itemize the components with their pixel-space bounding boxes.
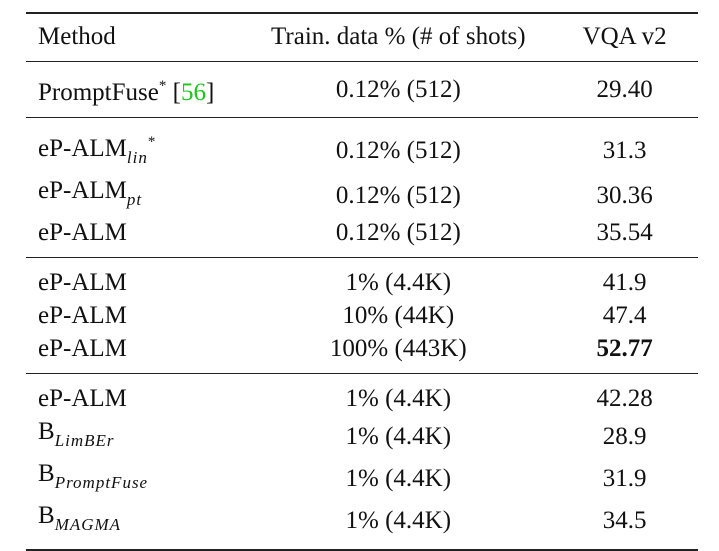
method-sup: * bbox=[147, 134, 156, 150]
table-row bbox=[26, 62, 698, 118]
citation-close: ] bbox=[205, 79, 215, 106]
method-sub: pt bbox=[126, 190, 143, 209]
vqa-cell: 30.36 bbox=[596, 181, 653, 209]
method-name: B bbox=[38, 418, 55, 445]
vqa-cell: 41.9 bbox=[602, 269, 647, 296]
citation-link[interactable]: 56 bbox=[180, 79, 206, 106]
table-row bbox=[26, 374, 698, 416]
train-cell: 0.12% (512) bbox=[335, 181, 461, 209]
table-row bbox=[26, 457, 698, 499]
vqa-cell: 28.9 bbox=[602, 422, 647, 450]
train-cell: 0.12% (512) bbox=[335, 136, 461, 164]
table-row bbox=[26, 118, 698, 175]
header-train-data: Train. data % (# of shots) bbox=[271, 23, 526, 50]
method-sub: lin bbox=[126, 148, 148, 167]
train-cell: 1% (4.4K) bbox=[345, 385, 452, 412]
table-row bbox=[26, 332, 698, 374]
vqa-cell: 29.40 bbox=[596, 76, 653, 103]
method-sup: * bbox=[158, 78, 167, 94]
method-cell bbox=[26, 499, 245, 550]
table-row bbox=[26, 415, 698, 457]
vqa-cell: 31.3 bbox=[602, 136, 647, 164]
vqa-cell: 31.9 bbox=[602, 464, 647, 492]
method-name: eP-ALM bbox=[38, 219, 127, 246]
train-cell: 0.12% (512) bbox=[335, 219, 461, 246]
header-method: Method bbox=[38, 23, 116, 50]
method-name: B bbox=[38, 502, 55, 529]
train-cell: 10% (44K) bbox=[342, 302, 455, 329]
citation-open: [ bbox=[172, 79, 181, 106]
table-header-row bbox=[26, 13, 698, 62]
header-vqa-v2: VQA v2 bbox=[582, 23, 667, 50]
method-name: eP-ALM bbox=[38, 302, 127, 329]
vqa-cell-best: 52.77 bbox=[596, 335, 653, 362]
method-cell bbox=[26, 258, 245, 300]
method-cell bbox=[26, 174, 245, 216]
method-name: PromptFuse bbox=[38, 79, 159, 106]
table-row bbox=[26, 499, 698, 550]
vqa-cell: 35.54 bbox=[596, 219, 653, 246]
train-cell: 1% (4.4K) bbox=[345, 506, 452, 534]
method-name: eP-ALM bbox=[38, 177, 127, 204]
method-name: eP-ALM bbox=[38, 269, 127, 296]
vqa-cell: 34.5 bbox=[602, 506, 647, 534]
method-sub: MAGMA bbox=[54, 515, 122, 534]
train-cell: 1% (4.4K) bbox=[345, 422, 452, 450]
method-cell bbox=[26, 332, 245, 374]
method-name: eP-ALM bbox=[38, 135, 127, 162]
method-cell bbox=[26, 118, 245, 175]
method-cell bbox=[26, 374, 245, 416]
method-cell bbox=[26, 457, 245, 499]
table-row bbox=[26, 216, 698, 258]
method-sub: LimBEr bbox=[54, 431, 115, 450]
method-name: eP-ALM bbox=[38, 335, 127, 362]
method-cell bbox=[26, 62, 245, 118]
method-name: B bbox=[38, 460, 55, 487]
method-cell bbox=[26, 415, 245, 457]
method-name: eP-ALM bbox=[38, 385, 127, 412]
train-cell: 100% (443K) bbox=[329, 335, 467, 362]
train-cell: 1% (4.4K) bbox=[345, 464, 452, 492]
results-table bbox=[26, 12, 698, 551]
vqa-cell: 47.4 bbox=[602, 302, 647, 329]
method-cell bbox=[26, 216, 245, 258]
results-table-container bbox=[26, 12, 698, 551]
method-sub: PromptFuse bbox=[54, 473, 149, 492]
train-cell: 1% (4.4K) bbox=[345, 269, 452, 296]
table-row bbox=[26, 299, 698, 332]
vqa-cell: 42.28 bbox=[596, 385, 653, 412]
table-row bbox=[26, 174, 698, 216]
train-cell: 0.12% (512) bbox=[335, 76, 461, 103]
method-cell bbox=[26, 299, 245, 332]
table-row bbox=[26, 258, 698, 300]
